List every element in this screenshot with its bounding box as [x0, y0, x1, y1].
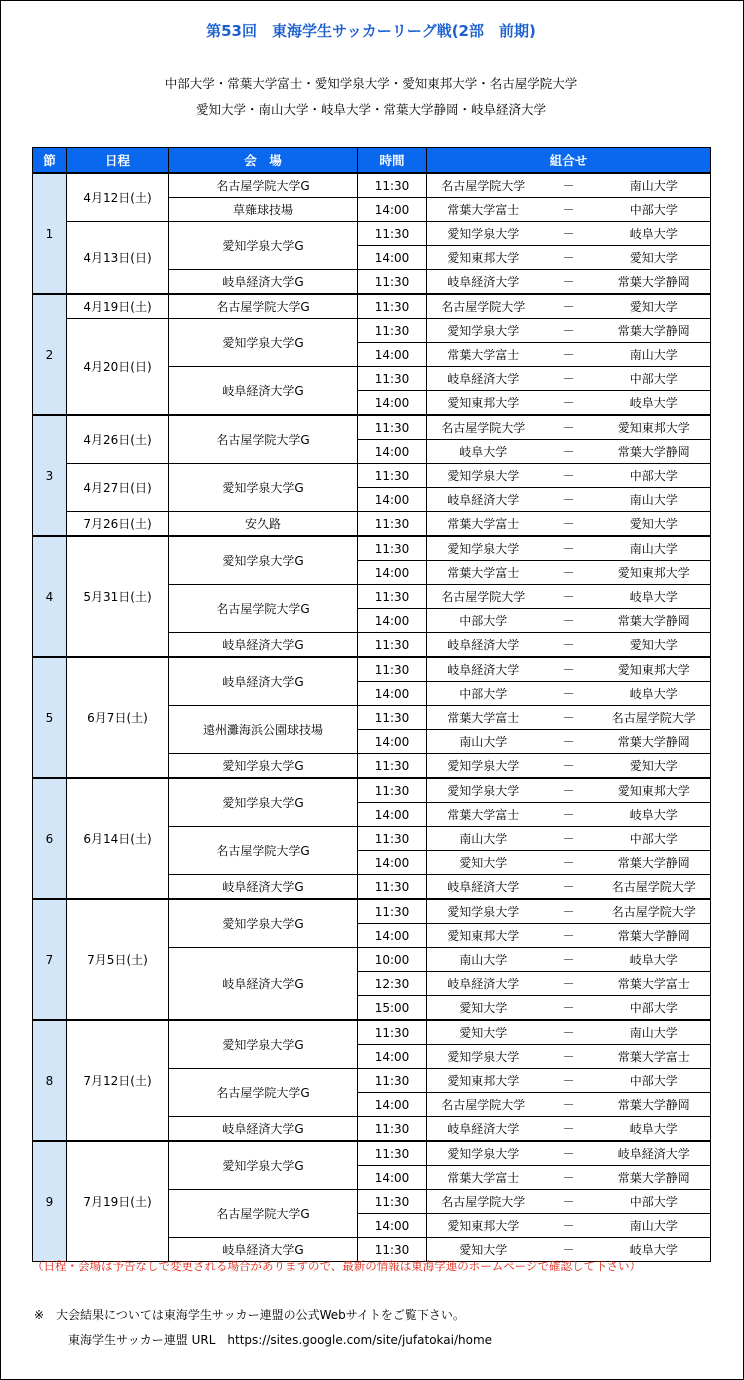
- match-row: [33, 899, 711, 924]
- away-team: 常葉大学静岡: [598, 1093, 711, 1117]
- match-date: 4月20日(日): [67, 319, 169, 416]
- away-team: 中部大学: [598, 1190, 711, 1214]
- home-team: 岐阜経済大学: [427, 270, 540, 295]
- kickoff-time: 14:00: [358, 682, 427, 706]
- away-team: 岐阜大学: [598, 1117, 711, 1142]
- away-team: 愛知大学: [598, 512, 711, 537]
- match-row: [33, 319, 711, 343]
- match-date: 4月13日(日): [67, 222, 169, 295]
- match-date: 4月12日(土): [67, 173, 169, 222]
- versus-dash: －: [540, 391, 598, 416]
- kickoff-time: 14:00: [358, 246, 427, 270]
- home-team: 愛知学泉大学: [427, 754, 540, 779]
- kickoff-time: 14:00: [358, 561, 427, 585]
- match-row: [33, 1020, 711, 1045]
- section-number: 9: [33, 1141, 67, 1262]
- versus-dash: －: [540, 1093, 598, 1117]
- match-row: [33, 464, 711, 488]
- versus-dash: －: [540, 1190, 598, 1214]
- away-team: 中部大学: [598, 367, 711, 391]
- venue-name: 愛知学泉大学G: [169, 319, 358, 367]
- home-team: 名古屋学院大学: [427, 294, 540, 319]
- section-number: 5: [33, 657, 67, 778]
- participating-teams-line-1: 中部大学・常葉大学富士・愛知学泉大学・愛知東邦大学・名古屋学院大学: [164, 76, 578, 91]
- home-team: 常葉大学富士: [427, 706, 540, 730]
- match-row: [33, 1141, 711, 1166]
- kickoff-time: 11:30: [358, 706, 427, 730]
- section-number: 2: [33, 294, 67, 415]
- kickoff-time: 14:00: [358, 488, 427, 512]
- kickoff-time: 11:30: [358, 270, 427, 295]
- kickoff-time: 11:30: [358, 464, 427, 488]
- venue-name: 名古屋学院大学G: [169, 1069, 358, 1117]
- home-team: 南山大学: [427, 827, 540, 851]
- home-team: 愛知大学: [427, 996, 540, 1021]
- home-team: 岐阜経済大学: [427, 633, 540, 658]
- away-team: 常葉大学静岡: [598, 1166, 711, 1190]
- versus-dash: －: [540, 270, 598, 295]
- versus-dash: －: [540, 294, 598, 319]
- away-team: 名古屋学院大学: [598, 706, 711, 730]
- header-matchup: 組合せ: [427, 148, 711, 174]
- versus-dash: －: [540, 1214, 598, 1238]
- venue-name: 愛知学泉大学G: [169, 778, 358, 827]
- venue-name: 愛知学泉大学G: [169, 754, 358, 779]
- venue-name: 愛知学泉大学G: [169, 1020, 358, 1069]
- kickoff-time: 10:00: [358, 948, 427, 972]
- away-team: 岐阜大学: [598, 682, 711, 706]
- home-team: 南山大学: [427, 948, 540, 972]
- match-date: 7月12日(土): [67, 1020, 169, 1141]
- match-date: 4月27日(日): [67, 464, 169, 512]
- match-date: 4月26日(土): [67, 415, 169, 464]
- kickoff-time: 11:30: [358, 1020, 427, 1045]
- away-team: 南山大学: [598, 343, 711, 367]
- match-row: [33, 222, 711, 246]
- results-notice: ※ 大会結果については東海学生サッカー連盟の公式Webサイトをご覧下さい。: [34, 1308, 465, 1322]
- match-row: [33, 173, 711, 198]
- header-time: 時間: [358, 148, 427, 174]
- versus-dash: －: [540, 1045, 598, 1069]
- versus-dash: －: [540, 536, 598, 561]
- section-number: 8: [33, 1020, 67, 1141]
- away-team: 岐阜経済大学: [598, 1141, 711, 1166]
- kickoff-time: 14:00: [358, 609, 427, 633]
- header-venue: 会 場: [169, 148, 358, 174]
- away-team: 愛知東邦大学: [598, 778, 711, 803]
- section-number: 3: [33, 415, 67, 536]
- versus-dash: －: [540, 246, 598, 270]
- away-team: 常葉大学静岡: [598, 851, 711, 875]
- kickoff-time: 14:00: [358, 803, 427, 827]
- away-team: 岐阜大学: [598, 585, 711, 609]
- match-date: 4月19日(土): [67, 294, 169, 319]
- kickoff-time: 14:00: [358, 391, 427, 416]
- home-team: 常葉大学富士: [427, 198, 540, 222]
- kickoff-time: 11:30: [358, 1238, 427, 1262]
- away-team: 愛知大学: [598, 294, 711, 319]
- home-team: 愛知東邦大学: [427, 924, 540, 948]
- away-team: 南山大学: [598, 1020, 711, 1045]
- away-team: 南山大学: [598, 536, 711, 561]
- versus-dash: －: [540, 464, 598, 488]
- versus-dash: －: [540, 633, 598, 658]
- home-team: 常葉大学富士: [427, 512, 540, 537]
- versus-dash: －: [540, 682, 598, 706]
- home-team: 岐阜大学: [427, 440, 540, 464]
- away-team: 常葉大学静岡: [598, 319, 711, 343]
- home-team: 中部大学: [427, 682, 540, 706]
- away-team: 岐阜大学: [598, 1238, 711, 1262]
- schedule-change-note: （日程・会場は予告なしで変更される場合がありますので、最新の情報は東海学連のホームページで確認して下さい）: [32, 1259, 642, 1273]
- versus-dash: －: [540, 1069, 598, 1093]
- versus-dash: －: [540, 996, 598, 1021]
- away-team: 南山大学: [598, 1214, 711, 1238]
- section-number: 6: [33, 778, 67, 899]
- home-team: 岐阜経済大学: [427, 875, 540, 900]
- kickoff-time: 14:00: [358, 730, 427, 754]
- kickoff-time: 11:30: [358, 1190, 427, 1214]
- venue-name: 愛知学泉大学G: [169, 464, 358, 512]
- home-team: 岐阜経済大学: [427, 972, 540, 996]
- venue-name: 愛知学泉大学G: [169, 536, 358, 585]
- match-row: [33, 657, 711, 682]
- kickoff-time: 15:00: [358, 996, 427, 1021]
- versus-dash: －: [540, 899, 598, 924]
- home-team: 愛知学泉大学: [427, 222, 540, 246]
- home-team: 名古屋学院大学: [427, 1190, 540, 1214]
- away-team: 中部大学: [598, 996, 711, 1021]
- home-team: 愛知大学: [427, 851, 540, 875]
- versus-dash: －: [540, 948, 598, 972]
- versus-dash: －: [540, 1238, 598, 1262]
- versus-dash: －: [540, 730, 598, 754]
- away-team: 中部大学: [598, 827, 711, 851]
- home-team: 愛知東邦大学: [427, 1214, 540, 1238]
- home-team: 常葉大学富士: [427, 561, 540, 585]
- away-team: 愛知東邦大学: [598, 657, 711, 682]
- kickoff-time: 11:30: [358, 1117, 427, 1142]
- kickoff-time: 11:30: [358, 778, 427, 803]
- venue-name: 名古屋学院大学G: [169, 1190, 358, 1238]
- venue-name: 岐阜経済大学G: [169, 948, 358, 1021]
- versus-dash: －: [540, 754, 598, 779]
- home-team: 愛知学泉大学: [427, 778, 540, 803]
- kickoff-time: 14:00: [358, 1093, 427, 1117]
- match-row: [33, 512, 711, 537]
- away-team: 名古屋学院大学: [598, 875, 711, 900]
- versus-dash: －: [540, 415, 598, 440]
- versus-dash: －: [540, 657, 598, 682]
- versus-dash: －: [540, 706, 598, 730]
- kickoff-time: 14:00: [358, 851, 427, 875]
- versus-dash: －: [540, 367, 598, 391]
- kickoff-time: 14:00: [358, 1166, 427, 1190]
- match-date: 7月5日(土): [67, 899, 169, 1020]
- home-team: 常葉大学富士: [427, 803, 540, 827]
- home-team: 愛知東邦大学: [427, 391, 540, 416]
- away-team: 中部大学: [598, 198, 711, 222]
- venue-name: 岐阜経済大学G: [169, 367, 358, 416]
- home-team: 岐阜経済大学: [427, 367, 540, 391]
- home-team: 岐阜経済大学: [427, 488, 540, 512]
- page-title: 第53回 東海学生サッカーリーグ戦(2部 前期): [206, 22, 536, 40]
- versus-dash: －: [540, 851, 598, 875]
- kickoff-time: 14:00: [358, 440, 427, 464]
- home-team: 愛知東邦大学: [427, 1069, 540, 1093]
- home-team: 岐阜経済大学: [427, 657, 540, 682]
- kickoff-time: 11:30: [358, 899, 427, 924]
- kickoff-time: 11:30: [358, 536, 427, 561]
- venue-name: 愛知学泉大学G: [169, 1141, 358, 1190]
- kickoff-time: 11:30: [358, 319, 427, 343]
- home-team: 愛知学泉大学: [427, 899, 540, 924]
- versus-dash: －: [540, 319, 598, 343]
- kickoff-time: 11:30: [358, 415, 427, 440]
- versus-dash: －: [540, 198, 598, 222]
- home-team: 名古屋学院大学: [427, 1093, 540, 1117]
- versus-dash: －: [540, 1166, 598, 1190]
- home-team: 中部大学: [427, 609, 540, 633]
- kickoff-time: 14:00: [358, 1045, 427, 1069]
- venue-name: 岐阜経済大学G: [169, 270, 358, 295]
- kickoff-time: 11:30: [358, 1069, 427, 1093]
- away-team: 岐阜大学: [598, 803, 711, 827]
- away-team: 常葉大学富士: [598, 972, 711, 996]
- versus-dash: －: [540, 488, 598, 512]
- venue-name: 愛知学泉大学G: [169, 899, 358, 948]
- header-section: 節: [33, 148, 67, 174]
- away-team: 南山大学: [598, 173, 711, 198]
- away-team: 常葉大学富士: [598, 1045, 711, 1069]
- venue-name: 名古屋学院大学G: [169, 294, 358, 319]
- kickoff-time: 12:30: [358, 972, 427, 996]
- participating-teams-line-2: 愛知大学・南山大学・岐阜大学・常葉大学静岡・岐阜経済大学: [195, 102, 546, 117]
- versus-dash: －: [540, 924, 598, 948]
- versus-dash: －: [540, 1141, 598, 1166]
- kickoff-time: 14:00: [358, 198, 427, 222]
- match-date: 7月19日(土): [67, 1141, 169, 1262]
- home-team: 愛知大学: [427, 1238, 540, 1262]
- away-team: 愛知東邦大学: [598, 415, 711, 440]
- away-team: 常葉大学静岡: [598, 609, 711, 633]
- match-row: [33, 536, 711, 561]
- versus-dash: －: [540, 585, 598, 609]
- kickoff-time: 11:30: [358, 657, 427, 682]
- away-team: 常葉大学静岡: [598, 440, 711, 464]
- section-number: 7: [33, 899, 67, 1020]
- venue-name: 岐阜経済大学G: [169, 1117, 358, 1142]
- venue-name: 愛知学泉大学G: [169, 222, 358, 270]
- match-row: [33, 294, 711, 319]
- kickoff-time: 11:30: [358, 512, 427, 537]
- versus-dash: －: [540, 343, 598, 367]
- away-team: 岐阜大学: [598, 391, 711, 416]
- match-date: 5月31日(土): [67, 536, 169, 657]
- match-row: [33, 415, 711, 440]
- home-team: 愛知学泉大学: [427, 536, 540, 561]
- versus-dash: －: [540, 609, 598, 633]
- versus-dash: －: [540, 222, 598, 246]
- away-team: 岐阜大学: [598, 222, 711, 246]
- section-number: 4: [33, 536, 67, 657]
- kickoff-time: 14:00: [358, 924, 427, 948]
- home-team: 常葉大学富士: [427, 343, 540, 367]
- kickoff-time: 11:30: [358, 222, 427, 246]
- away-team: 岐阜大学: [598, 948, 711, 972]
- venue-name: 遠州灘海浜公園球技場: [169, 706, 358, 754]
- versus-dash: －: [540, 561, 598, 585]
- versus-dash: －: [540, 803, 598, 827]
- match-date: 6月7日(土): [67, 657, 169, 778]
- kickoff-time: 11:30: [358, 875, 427, 900]
- home-team: 岐阜経済大学: [427, 1117, 540, 1142]
- home-team: 名古屋学院大学: [427, 585, 540, 609]
- kickoff-time: 11:30: [358, 294, 427, 319]
- versus-dash: －: [540, 875, 598, 900]
- away-team: 常葉大学静岡: [598, 270, 711, 295]
- venue-name: 岐阜経済大学G: [169, 657, 358, 706]
- kickoff-time: 14:00: [358, 343, 427, 367]
- kickoff-time: 14:00: [358, 1214, 427, 1238]
- kickoff-time: 11:30: [358, 827, 427, 851]
- away-team: 愛知東邦大学: [598, 561, 711, 585]
- away-team: 常葉大学静岡: [598, 730, 711, 754]
- away-team: 愛知大学: [598, 754, 711, 779]
- versus-dash: －: [540, 778, 598, 803]
- match-date: 6月14日(土): [67, 778, 169, 899]
- venue-name: 安久路: [169, 512, 358, 537]
- schedule-body: [33, 173, 711, 1262]
- kickoff-time: 11:30: [358, 367, 427, 391]
- header-date: 日程: [67, 148, 169, 174]
- venue-name: 名古屋学院大学G: [169, 827, 358, 875]
- away-team: 愛知大学: [598, 246, 711, 270]
- home-team: 南山大学: [427, 730, 540, 754]
- away-team: 中部大学: [598, 1069, 711, 1093]
- section-number: 1: [33, 173, 67, 294]
- kickoff-time: 11:30: [358, 754, 427, 779]
- kickoff-time: 11:30: [358, 633, 427, 658]
- venue-name: 名古屋学院大学G: [169, 415, 358, 464]
- venue-name: 岐阜経済大学G: [169, 633, 358, 658]
- home-team: 名古屋学院大学: [427, 415, 540, 440]
- venue-name: 名古屋学院大学G: [169, 585, 358, 633]
- venue-name: 草薙球技場: [169, 198, 358, 222]
- venue-name: 名古屋学院大学G: [169, 173, 358, 198]
- home-team: 愛知学泉大学: [427, 319, 540, 343]
- kickoff-time: 11:30: [358, 173, 427, 198]
- away-team: 名古屋学院大学: [598, 899, 711, 924]
- schedule-table: [32, 147, 711, 1262]
- kickoff-time: 11:30: [358, 1141, 427, 1166]
- venue-name: 岐阜経済大学G: [169, 1238, 358, 1262]
- kickoff-time: 11:30: [358, 585, 427, 609]
- match-row: [33, 778, 711, 803]
- home-team: 愛知東邦大学: [427, 246, 540, 270]
- match-date: 7月26日(土): [67, 512, 169, 537]
- home-team: 愛知学泉大学: [427, 1045, 540, 1069]
- home-team: 常葉大学富士: [427, 1166, 540, 1190]
- federation-url[interactable]: 東海学生サッカー連盟 URL https://sites.google.com/site/jufatokai/home: [68, 1333, 493, 1347]
- versus-dash: －: [540, 173, 598, 198]
- venue-name: 岐阜経済大学G: [169, 875, 358, 900]
- home-team: 愛知学泉大学: [427, 1141, 540, 1166]
- away-team: 中部大学: [598, 464, 711, 488]
- home-team: 愛知学泉大学: [427, 464, 540, 488]
- versus-dash: －: [540, 512, 598, 537]
- versus-dash: －: [540, 972, 598, 996]
- away-team: 愛知大学: [598, 633, 711, 658]
- versus-dash: －: [540, 440, 598, 464]
- versus-dash: －: [540, 827, 598, 851]
- schedule-header-row: [33, 148, 711, 174]
- versus-dash: －: [540, 1117, 598, 1142]
- home-team: 愛知大学: [427, 1020, 540, 1045]
- home-team: 名古屋学院大学: [427, 173, 540, 198]
- versus-dash: －: [540, 1020, 598, 1045]
- away-team: 南山大学: [598, 488, 711, 512]
- away-team: 常葉大学静岡: [598, 924, 711, 948]
